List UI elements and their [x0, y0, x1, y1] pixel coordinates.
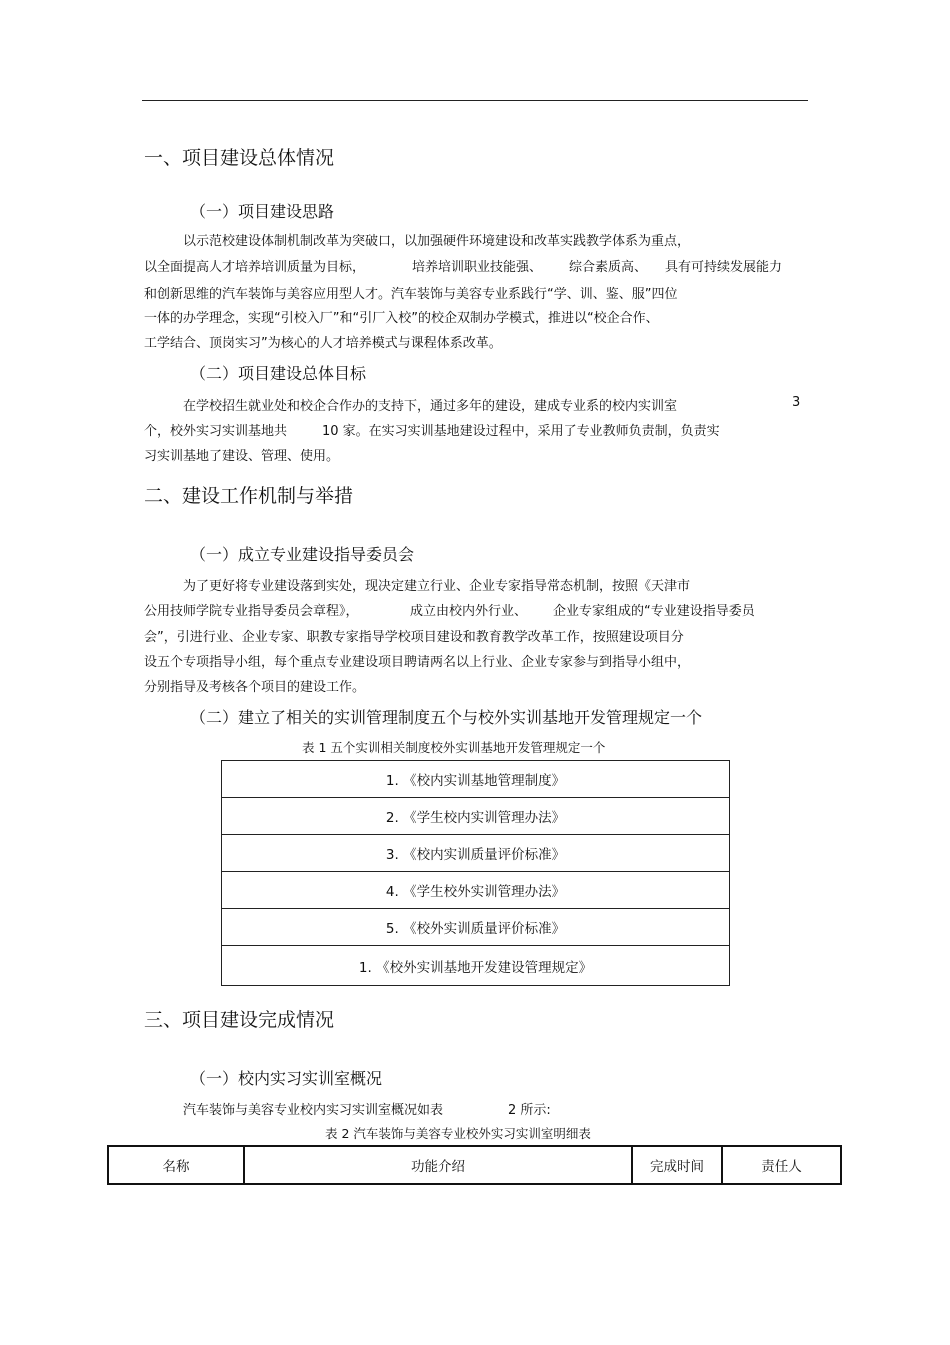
table-1 [221, 760, 730, 986]
paragraph-line: 一体的办学理念，实现“引校入厂”和“引厂入校”的校企双制办学模式，推进以“校企合作、 [144, 311, 659, 326]
paragraph-line: 习实训基地了建设、管理、使用。 [144, 449, 340, 464]
table-1-cell: 1. 《校内实训基地管理制度》 [222, 761, 730, 798]
paragraph-line: 10 家。在实习实训基地建设过程中，采用了专业教师负责制，负责实 [322, 424, 720, 439]
table-1-cell: 2. 《学生校内实训管理办法》 [222, 798, 730, 835]
paragraph-line: 以示范校建设体制机制改革为突破口，以加强硬件环境建设和改革实践教学体系为重点， [183, 234, 691, 249]
paragraph-line: 设五个专项指导小组，每个重点专业建设项目聘请两名以上行业、企业专家参与到指导小组中， [144, 655, 691, 670]
paragraph-line: 企业专家组成的“专业建设指导委员 [553, 604, 755, 619]
paragraph-line: 会”，引进行业、企业专家、职教专家指导学校项目建设和教育教学改革工作，按照建设项目分 [144, 630, 684, 645]
paragraph-line: 个，校外实习实训基地共 [144, 424, 288, 439]
table-2-header-name: 名称 [108, 1146, 244, 1184]
header-rule [142, 100, 808, 101]
paragraph-line: 2 所示: [508, 1103, 551, 1118]
paragraph-line: 在学校招生就业处和校企合作办的支持下，通过多年的建设，建成专业系的校内实训室 [183, 399, 678, 414]
paragraph-line: 汽车装饰与美容专业校内实习实训室概况如表 [183, 1103, 444, 1118]
table-1-caption: 表 1 五个实训相关制度校外实训基地开发管理规定一个 [302, 740, 606, 755]
paragraph-line: 工学结合、顶岗实习”为核心的人才培养模式与课程体系改革。 [144, 336, 502, 351]
section-2-sub-1-heading: （一）成立专业建设指导委员会 [190, 545, 415, 564]
paragraph-line: 公用技师学院专业指导委员会章程》， [144, 604, 359, 619]
table-1-cell: 3. 《校内实训质量评价标准》 [222, 835, 730, 872]
section-1-sub-1-heading: （一）项目建设思路 [190, 202, 335, 221]
paragraph-number: 3 [792, 395, 801, 410]
table-1-cell: 1. 《校外实训基地开发建设管理规定》 [222, 946, 730, 986]
section-3-heading: 三、项目建设完成情况 [144, 1009, 335, 1031]
section-1-sub-2-heading: （二）项目建设总体目标 [190, 364, 367, 383]
table-1-cell: 4. 《学生校外实训管理办法》 [222, 872, 730, 909]
table-1-cell: 5. 《校外实训质量评价标准》 [222, 909, 730, 946]
paragraph-line: 具有可持续发展能力 [665, 260, 783, 275]
table-2-header-completion-time: 完成时间 [632, 1146, 722, 1184]
paragraph-line: 以全面提高人才培养培训质量为目标， [144, 260, 366, 275]
section-1-heading: 一、项目建设总体情况 [144, 147, 335, 169]
table-2-header-owner: 责任人 [722, 1146, 841, 1184]
paragraph-line: 为了更好将专业建设落到实处，现决定建立行业、企业专家指导常态机制，按照《天津市 [183, 579, 691, 594]
section-3-sub-1-heading: （一）校内实习实训室概况 [190, 1069, 383, 1088]
table-2-header-function: 功能介绍 [244, 1146, 632, 1184]
section-2-heading: 二、建设工作机制与举措 [144, 485, 354, 507]
paragraph-line: 和创新思维的汽车装饰与美容应用型人才。汽车装饰与美容专业系践行“学、训、鉴、服”四位 [144, 287, 678, 302]
paragraph-line: 综合素质高、 [569, 260, 648, 275]
paragraph-line: 分别指导及考核各个项目的建设工作。 [144, 680, 366, 695]
paragraph-line: 培养培训职业技能强、 [412, 260, 543, 275]
paragraph-line: 成立由校内外行业、 [410, 604, 528, 619]
table-2 [107, 1145, 842, 1185]
section-2-sub-2-heading: （二）建立了相关的实训管理制度五个与校外实训基地开发管理规定一个 [190, 708, 703, 727]
table-2-caption: 表 2 汽车装饰与美容专业校外实习实训室明细表 [325, 1126, 591, 1141]
